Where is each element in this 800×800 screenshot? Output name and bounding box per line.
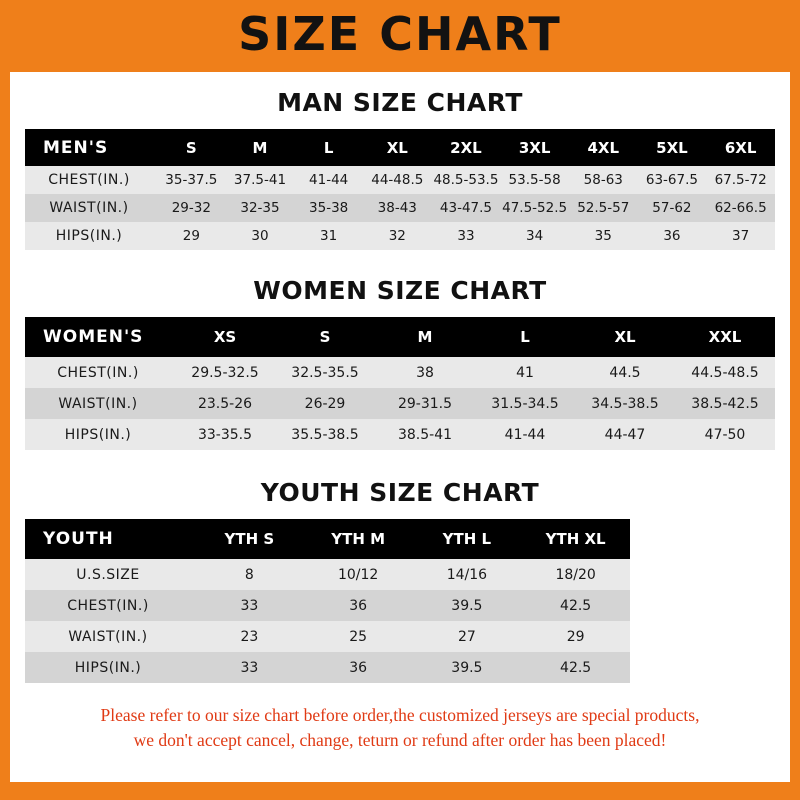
row-label: HIPS(IN.) bbox=[25, 419, 175, 450]
table-cell: 38.5-42.5 bbox=[675, 388, 775, 419]
table-cell: 32-35 bbox=[226, 194, 295, 222]
table-cell: 44.5-48.5 bbox=[675, 357, 775, 388]
table-cell: 29 bbox=[157, 222, 226, 250]
table-cell: 39.5 bbox=[413, 652, 522, 683]
row-label: WAIST(IN.) bbox=[25, 194, 157, 222]
row-label: CHEST(IN.) bbox=[25, 357, 175, 388]
table-cell: 10/12 bbox=[304, 559, 413, 590]
column-header-yth-xl: YTH XL bbox=[521, 519, 630, 559]
women-table-corner-label: WOMEN'S bbox=[25, 317, 175, 357]
row-label: HIPS(IN.) bbox=[25, 652, 195, 683]
youth-table-corner-label: YOUTH bbox=[25, 519, 195, 559]
table-cell: 41-44 bbox=[294, 166, 363, 194]
youth-section-title: YOUTH SIZE CHART bbox=[260, 478, 540, 507]
table-cell: 36 bbox=[304, 590, 413, 621]
table-cell: 36 bbox=[638, 222, 707, 250]
table-cell: 14/16 bbox=[413, 559, 522, 590]
table-cell: 44-48.5 bbox=[363, 166, 432, 194]
row-label: U.S.SIZE bbox=[25, 559, 195, 590]
table-cell: 62-66.5 bbox=[706, 194, 775, 222]
note-line-2: we don't accept cancel, change, teturn or refund after order has been placed! bbox=[133, 730, 667, 751]
order-policy-note bbox=[24, 703, 776, 754]
table-cell: 63-67.5 bbox=[638, 166, 707, 194]
table-cell: 35 bbox=[569, 222, 638, 250]
table-cell: 18/20 bbox=[521, 559, 630, 590]
table-cell: 36 bbox=[304, 652, 413, 683]
table-cell: 42.5 bbox=[521, 652, 630, 683]
table-cell: 52.5-57 bbox=[569, 194, 638, 222]
table-cell: 47-50 bbox=[675, 419, 775, 450]
man-table-corner-label: MEN'S bbox=[25, 129, 157, 166]
column-header-xs: XS bbox=[175, 317, 275, 357]
table-row bbox=[25, 166, 775, 194]
header-band bbox=[0, 0, 800, 72]
row-label: WAIST(IN.) bbox=[25, 388, 175, 419]
note-line-1: Please refer to our size chart before order,the customized jerseys are special products, bbox=[100, 705, 700, 725]
table-cell: 34 bbox=[500, 222, 569, 250]
column-header-xxl: XXL bbox=[675, 317, 775, 357]
table-row bbox=[25, 590, 775, 621]
column-header-2xl: 2XL bbox=[432, 129, 501, 166]
column-header-yth-s: YTH S bbox=[195, 519, 304, 559]
table-cell: 33 bbox=[432, 222, 501, 250]
table-cell: 44-47 bbox=[575, 419, 675, 450]
table-cell: 41 bbox=[475, 357, 575, 388]
table-cell: 26-29 bbox=[275, 388, 375, 419]
table-cell: 35-38 bbox=[294, 194, 363, 222]
table-cell: 31.5-34.5 bbox=[475, 388, 575, 419]
column-header-s: S bbox=[275, 317, 375, 357]
table-cell: 37.5-41 bbox=[226, 166, 295, 194]
row-label: HIPS(IN.) bbox=[25, 222, 157, 250]
column-header-xl: XL bbox=[363, 129, 432, 166]
table-cell: 25 bbox=[304, 621, 413, 652]
column-header-yth-l: YTH L bbox=[413, 519, 522, 559]
table-cell: 38-43 bbox=[363, 194, 432, 222]
column-header-l: L bbox=[294, 129, 363, 166]
table-cell: 34.5-38.5 bbox=[575, 388, 675, 419]
table-cell: 33-35.5 bbox=[175, 419, 275, 450]
man-table-header bbox=[25, 129, 775, 166]
table-row bbox=[25, 388, 775, 419]
table-cell: 42.5 bbox=[521, 590, 630, 621]
table-row bbox=[25, 621, 775, 652]
column-header-5xl: 5XL bbox=[638, 129, 707, 166]
table-row bbox=[25, 357, 775, 388]
column-header-4xl: 4XL bbox=[569, 129, 638, 166]
table-cell: 23 bbox=[195, 621, 304, 652]
column-header-yth-m: YTH M bbox=[304, 519, 413, 559]
table-cell: 53.5-58 bbox=[500, 166, 569, 194]
column-header-s: S bbox=[157, 129, 226, 166]
women-table-header bbox=[25, 317, 775, 357]
column-header-6xl: 6XL bbox=[706, 129, 775, 166]
women-table-body bbox=[25, 357, 775, 450]
table-cell: 38 bbox=[375, 357, 475, 388]
row-label: CHEST(IN.) bbox=[25, 590, 195, 621]
table-header-row bbox=[25, 129, 775, 166]
table-cell: 37 bbox=[706, 222, 775, 250]
women-size-table bbox=[25, 317, 775, 450]
table-row bbox=[25, 652, 775, 683]
table-cell: 8 bbox=[195, 559, 304, 590]
column-header-m: M bbox=[226, 129, 295, 166]
table-cell: 39.5 bbox=[413, 590, 522, 621]
column-header-3xl: 3XL bbox=[500, 129, 569, 166]
table-cell: 43-47.5 bbox=[432, 194, 501, 222]
table-header-row bbox=[25, 519, 775, 559]
table-cell: 38.5-41 bbox=[375, 419, 475, 450]
table-cell: 44.5 bbox=[575, 357, 675, 388]
footer-band bbox=[0, 782, 800, 800]
table-cell: 27 bbox=[413, 621, 522, 652]
table-cell: 32.5-35.5 bbox=[275, 357, 375, 388]
page-title: SIZE CHART bbox=[238, 7, 562, 61]
table-cell: 31 bbox=[294, 222, 363, 250]
table-cell: 35-37.5 bbox=[157, 166, 226, 194]
man-table-body bbox=[25, 166, 775, 250]
table-cell: 23.5-26 bbox=[175, 388, 275, 419]
table-row bbox=[25, 419, 775, 450]
man-size-table bbox=[25, 129, 775, 250]
table-cell: 48.5-53.5 bbox=[432, 166, 501, 194]
table-cell: 47.5-52.5 bbox=[500, 194, 569, 222]
youth-table-body bbox=[25, 559, 775, 683]
table-cell: 29-32 bbox=[157, 194, 226, 222]
youth-table-header bbox=[25, 519, 775, 559]
table-cell: 29-31.5 bbox=[375, 388, 475, 419]
table-cell: 32 bbox=[363, 222, 432, 250]
row-label: CHEST(IN.) bbox=[25, 166, 157, 194]
column-header-l: L bbox=[475, 317, 575, 357]
table-cell: 57-62 bbox=[638, 194, 707, 222]
youth-size-table bbox=[25, 519, 775, 683]
row-label: WAIST(IN.) bbox=[25, 621, 195, 652]
table-cell: 67.5-72 bbox=[706, 166, 775, 194]
column-header-xl: XL bbox=[575, 317, 675, 357]
table-cell: 41-44 bbox=[475, 419, 575, 450]
man-section-title: MAN SIZE CHART bbox=[277, 88, 523, 117]
table-row bbox=[25, 222, 775, 250]
table-row bbox=[25, 559, 775, 590]
column-header-m: M bbox=[375, 317, 475, 357]
table-row bbox=[25, 194, 775, 222]
table-cell: 58-63 bbox=[569, 166, 638, 194]
table-cell: 29.5-32.5 bbox=[175, 357, 275, 388]
table-cell: 33 bbox=[195, 590, 304, 621]
table-cell: 29 bbox=[521, 621, 630, 652]
table-header-row bbox=[25, 317, 775, 357]
table-cell: 35.5-38.5 bbox=[275, 419, 375, 450]
women-section-title: WOMEN SIZE CHART bbox=[253, 276, 547, 305]
table-cell: 30 bbox=[226, 222, 295, 250]
table-cell: 33 bbox=[195, 652, 304, 683]
